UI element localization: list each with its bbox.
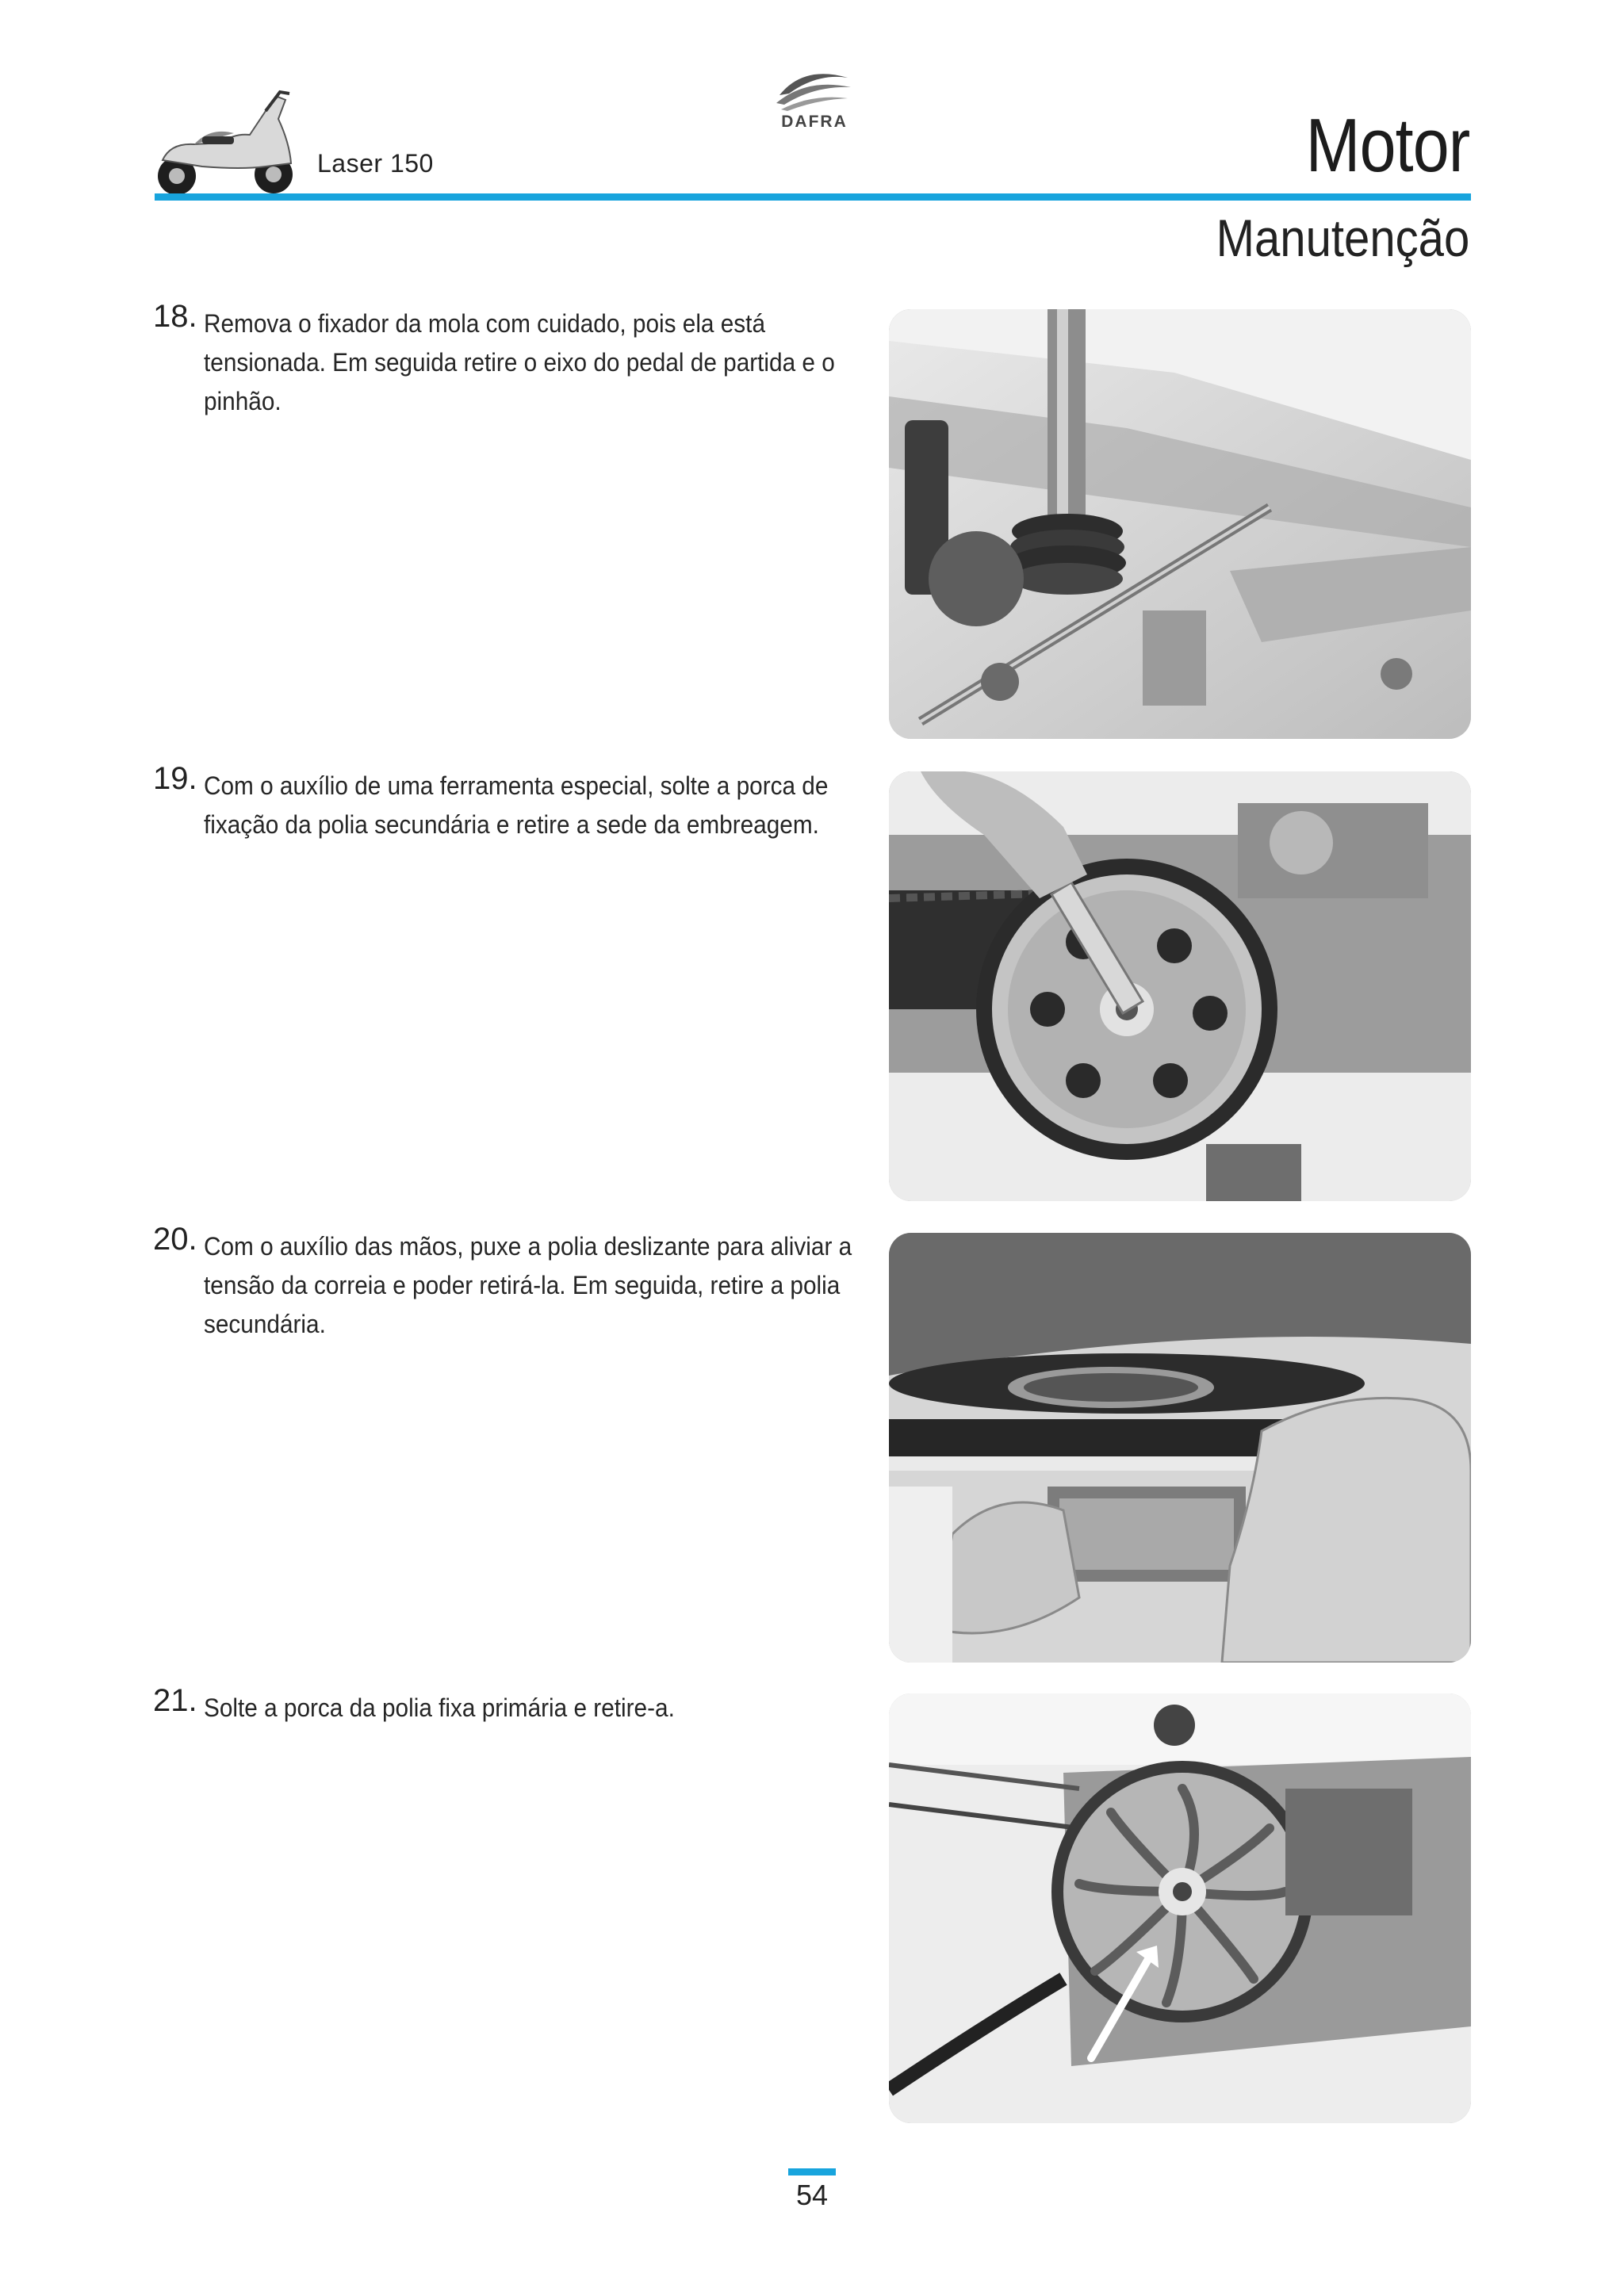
step-text: Solte a porca da polia fixa primária e retire-a. bbox=[204, 1693, 675, 1722]
section-title: Motor bbox=[1305, 103, 1469, 188]
page-number-tab bbox=[788, 2168, 836, 2175]
photo-pulley-removal bbox=[889, 1233, 1471, 1663]
step-21 bbox=[153, 1683, 835, 1728]
brand-wordmark: DAFRA bbox=[781, 113, 848, 131]
step-number: 21. bbox=[153, 1683, 197, 1718]
step-text: Remova o fixador da mola com cuidado, pois ela está tensionada. Em seguida retire o eixo do pedal de partida e o pinhão. bbox=[204, 309, 835, 415]
page-number: 54 bbox=[795, 2179, 829, 2211]
step-20 bbox=[153, 1222, 852, 1344]
step-18 bbox=[153, 299, 835, 421]
step-number: 18. bbox=[153, 299, 197, 334]
photo-clutch-removal bbox=[889, 771, 1471, 1201]
model-name: Laser 150 bbox=[317, 149, 434, 178]
photo-kickstart-shaft bbox=[889, 309, 1471, 739]
step-number: 19. bbox=[153, 761, 197, 796]
step-text: Com o auxílio das mãos, puxe a polia deslizante para aliviar a tensão da correia e poder retirá-la. Em seguida, retire a polia secundária. bbox=[204, 1232, 852, 1338]
scooter-illustration bbox=[147, 87, 305, 198]
header-rule bbox=[155, 193, 1471, 201]
section-subtitle: Manutenção bbox=[1216, 209, 1469, 267]
step-text: Com o auxílio de uma ferramenta especial, solte a porca de fixação da polia secundária e retire a sede da embreagem. bbox=[204, 771, 829, 839]
step-19 bbox=[153, 761, 835, 844]
step-number: 20. bbox=[153, 1222, 197, 1257]
photo-primary-pulley bbox=[889, 1693, 1471, 2123]
